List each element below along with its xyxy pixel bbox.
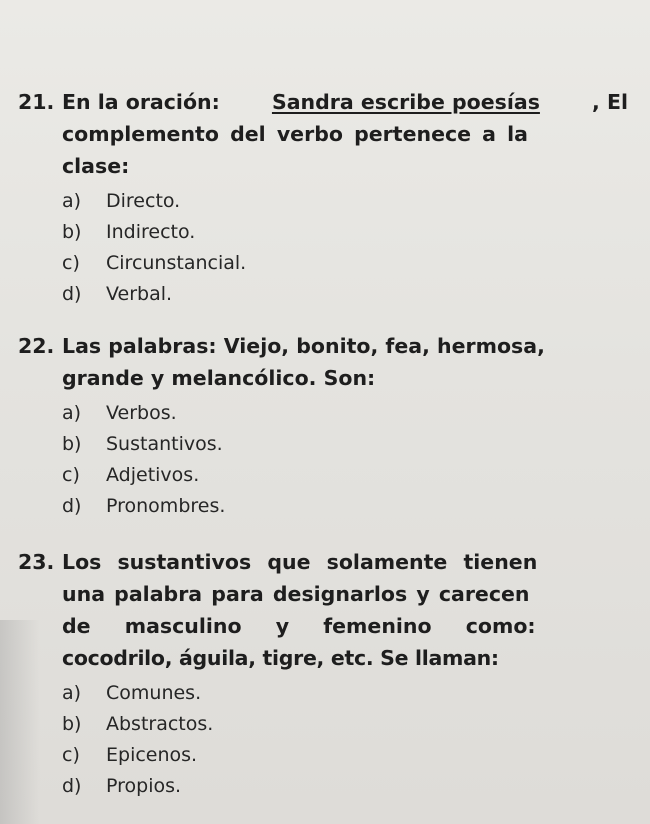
options-list (18, 678, 628, 802)
question-number: 23. (18, 550, 55, 574)
page-shadow (0, 620, 40, 824)
question-text: Las palabras: Viejo, bonito, fea, hermosa, (62, 334, 545, 358)
option-d[interactable]: d) Verbal. (62, 283, 173, 305)
options-list (18, 186, 628, 310)
option-a[interactable]: a) Comunes. (62, 682, 202, 704)
option-c[interactable]: c) Epicenos. (62, 744, 198, 766)
option-d[interactable]: d) Pronombres. (62, 495, 226, 517)
question-text: de masculino y femenino como: (62, 614, 536, 638)
question-text: , El (592, 90, 628, 114)
question-line (18, 546, 628, 578)
question-line (18, 362, 628, 394)
question-23 (18, 546, 628, 802)
question-number: 21. (18, 90, 55, 114)
question-text: En la oración: (62, 90, 220, 114)
option-c[interactable]: c) Adjetivos. (62, 464, 200, 486)
option-a[interactable]: a) Directo. (62, 190, 181, 212)
question-line (18, 86, 628, 118)
question-number: 22. (18, 334, 55, 358)
option-c[interactable]: c) Circunstancial. (62, 252, 247, 274)
question-line (18, 610, 628, 642)
question-text: una palabra para designarlos y carecen (62, 582, 530, 606)
question-text: clase: (62, 154, 130, 178)
question-line (18, 118, 628, 150)
option-b[interactable]: b) Abstractos. (62, 713, 214, 735)
question-line (18, 330, 628, 362)
option-a[interactable]: a) Verbos. (62, 402, 177, 424)
question-text: grande y melancólico. Son: (62, 366, 376, 390)
question-text: cocodrilo, águila, tigre, etc. Se llaman: (62, 646, 499, 670)
question-text: complemento del verbo pertenece a la (62, 122, 529, 146)
option-d[interactable]: d) Propios. (62, 775, 182, 797)
options-list (18, 398, 628, 522)
question-text: Los sustantivos que solamente tienen (62, 550, 538, 574)
question-21 (18, 86, 628, 310)
question-line (18, 150, 628, 182)
underlined-sentence: Sandra escribe poesías (271, 90, 540, 114)
question-22 (18, 330, 628, 522)
question-line (18, 642, 628, 674)
option-b[interactable]: b) Indirecto. (62, 221, 196, 243)
question-line (18, 578, 628, 610)
option-b[interactable]: b) Sustantivos. (62, 433, 223, 455)
